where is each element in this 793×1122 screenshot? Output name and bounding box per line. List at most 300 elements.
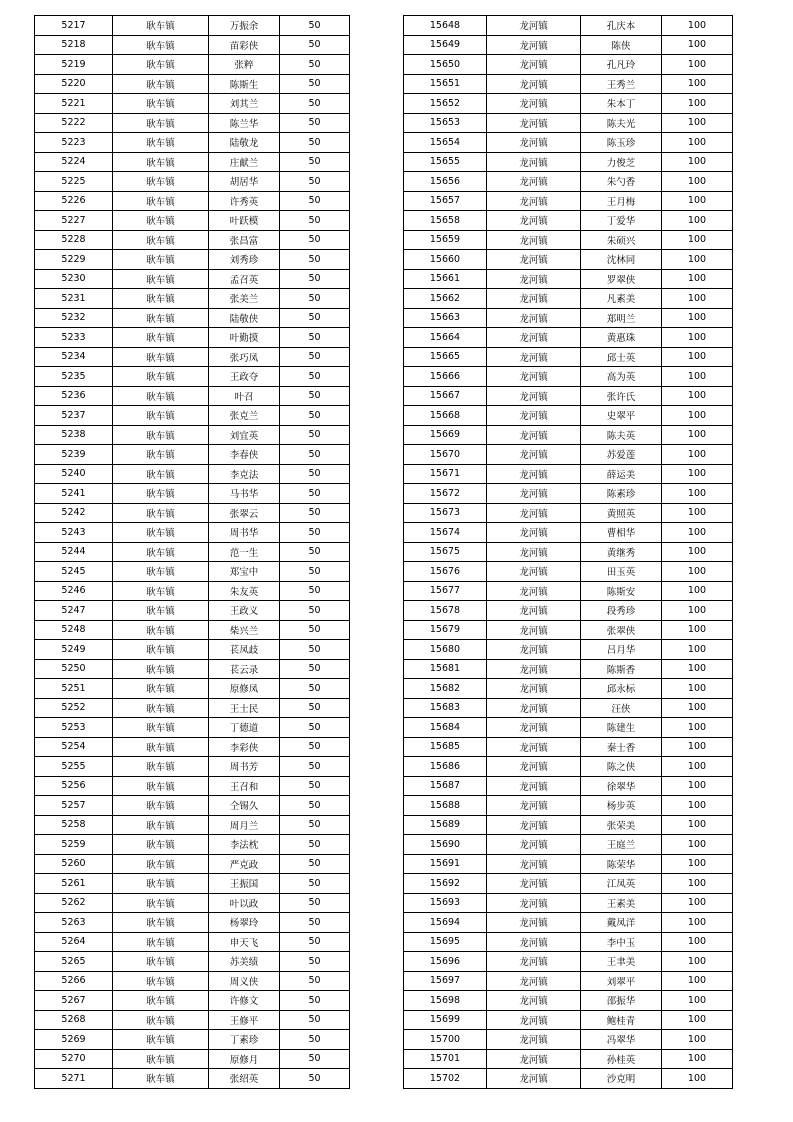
name-cell: 黄继秀	[581, 542, 662, 562]
serial-cell: 5232	[35, 308, 113, 328]
name-cell: 曹相华	[581, 523, 662, 543]
table-row	[404, 1069, 733, 1089]
serial-cell: 5218	[35, 35, 113, 55]
table-row	[35, 1049, 350, 1069]
table-row	[35, 445, 350, 465]
serial-cell: 15665	[404, 347, 487, 367]
table-row	[35, 1030, 350, 1050]
name-cell: 原修月	[209, 1049, 280, 1069]
table-row	[404, 601, 733, 621]
serial-cell: 15695	[404, 932, 487, 952]
name-cell: 庄献兰	[209, 152, 280, 172]
name-cell: 陈荣华	[581, 854, 662, 874]
amount-cell: 100	[662, 230, 733, 250]
serial-cell: 5267	[35, 991, 113, 1011]
serial-cell: 15702	[404, 1069, 487, 1089]
town-cell: 龙河镇	[487, 230, 581, 250]
name-cell: 胡居华	[209, 172, 280, 192]
name-cell: 张翠侠	[581, 620, 662, 640]
serial-cell: 15668	[404, 406, 487, 426]
town-cell: 龙河镇	[487, 328, 581, 348]
name-cell: 陈兰华	[209, 113, 280, 133]
name-cell: 范一生	[209, 542, 280, 562]
serial-cell: 15656	[404, 172, 487, 192]
town-cell: 耿车镇	[113, 133, 209, 153]
town-cell: 龙河镇	[487, 172, 581, 192]
serial-cell: 15687	[404, 776, 487, 796]
name-cell: 叶勤摸	[209, 328, 280, 348]
name-cell: 薛运美	[581, 464, 662, 484]
table-row	[35, 308, 350, 328]
town-cell: 龙河镇	[487, 835, 581, 855]
table-row	[404, 367, 733, 387]
town-cell: 耿车镇	[113, 152, 209, 172]
amount-cell: 50	[280, 484, 350, 504]
amount-cell: 50	[280, 620, 350, 640]
name-cell: 张巧凤	[209, 347, 280, 367]
table-row	[35, 113, 350, 133]
table-row	[35, 1010, 350, 1030]
amount-cell: 50	[280, 893, 350, 913]
table-row	[35, 601, 350, 621]
town-cell: 耿车镇	[113, 854, 209, 874]
serial-cell: 5234	[35, 347, 113, 367]
table-row	[35, 464, 350, 484]
name-cell: 王素美	[581, 893, 662, 913]
serial-cell: 5245	[35, 562, 113, 582]
table-row	[404, 718, 733, 738]
table-row	[404, 347, 733, 367]
town-cell: 龙河镇	[487, 1049, 581, 1069]
serial-cell: 15670	[404, 445, 487, 465]
serial-cell: 5243	[35, 523, 113, 543]
serial-cell: 15655	[404, 152, 487, 172]
left-roster-table	[34, 15, 350, 1089]
table-row	[35, 74, 350, 94]
amount-cell: 50	[280, 718, 350, 738]
amount-cell: 50	[280, 854, 350, 874]
table-row	[35, 640, 350, 660]
amount-cell: 50	[280, 250, 350, 270]
amount-cell: 100	[662, 971, 733, 991]
table-row	[35, 562, 350, 582]
name-cell: 孙桂英	[581, 1049, 662, 1069]
town-cell: 耿车镇	[113, 425, 209, 445]
table-row	[404, 854, 733, 874]
serial-cell: 15675	[404, 542, 487, 562]
serial-cell: 15678	[404, 601, 487, 621]
serial-cell: 5226	[35, 191, 113, 211]
name-cell: 丁德道	[209, 718, 280, 738]
town-cell: 龙河镇	[487, 523, 581, 543]
serial-cell: 5217	[35, 16, 113, 36]
amount-cell: 50	[280, 172, 350, 192]
amount-cell: 50	[280, 289, 350, 309]
amount-cell: 50	[280, 445, 350, 465]
serial-cell: 5220	[35, 74, 113, 94]
town-cell: 龙河镇	[487, 854, 581, 874]
serial-cell: 5265	[35, 952, 113, 972]
table-row	[404, 133, 733, 153]
table-row	[404, 835, 733, 855]
serial-cell: 15660	[404, 250, 487, 270]
table-row	[404, 484, 733, 504]
town-cell: 龙河镇	[487, 425, 581, 445]
amount-cell: 50	[280, 464, 350, 484]
serial-cell: 15674	[404, 523, 487, 543]
table-row	[35, 796, 350, 816]
amount-cell: 100	[662, 289, 733, 309]
town-cell: 耿车镇	[113, 757, 209, 777]
serial-cell: 15663	[404, 308, 487, 328]
table-row	[404, 932, 733, 952]
table-row	[35, 289, 350, 309]
town-cell: 龙河镇	[487, 74, 581, 94]
name-cell: 段秀珍	[581, 601, 662, 621]
town-cell: 龙河镇	[487, 94, 581, 114]
table-row	[404, 445, 733, 465]
serial-cell: 15653	[404, 113, 487, 133]
serial-cell: 5261	[35, 874, 113, 894]
town-cell: 龙河镇	[487, 55, 581, 75]
table-row	[404, 815, 733, 835]
table-row	[404, 1049, 733, 1069]
name-cell: 沙克明	[581, 1069, 662, 1089]
amount-cell: 50	[280, 367, 350, 387]
table-row	[404, 698, 733, 718]
name-cell: 王庭兰	[581, 835, 662, 855]
name-cell: 孔凡玲	[581, 55, 662, 75]
serial-cell: 15649	[404, 35, 487, 55]
serial-cell: 5244	[35, 542, 113, 562]
amount-cell: 50	[280, 776, 350, 796]
amount-cell: 100	[662, 55, 733, 75]
amount-cell: 100	[662, 484, 733, 504]
town-cell: 龙河镇	[487, 113, 581, 133]
table-row	[35, 581, 350, 601]
table-row	[404, 74, 733, 94]
town-cell: 龙河镇	[487, 347, 581, 367]
town-cell: 耿车镇	[113, 230, 209, 250]
name-cell: 严克政	[209, 854, 280, 874]
serial-cell: 5255	[35, 757, 113, 777]
name-cell: 王修平	[209, 1010, 280, 1030]
town-cell: 耿车镇	[113, 191, 209, 211]
table-row	[35, 815, 350, 835]
name-cell: 王士民	[209, 698, 280, 718]
amount-cell: 100	[662, 347, 733, 367]
serial-cell: 15659	[404, 230, 487, 250]
serial-cell: 15669	[404, 425, 487, 445]
town-cell: 耿车镇	[113, 35, 209, 55]
amount-cell: 50	[280, 913, 350, 933]
amount-cell: 100	[662, 1049, 733, 1069]
amount-cell: 50	[280, 503, 350, 523]
amount-cell: 50	[280, 952, 350, 972]
table-row	[35, 1069, 350, 1089]
amount-cell: 50	[280, 94, 350, 114]
amount-cell: 50	[280, 737, 350, 757]
name-cell: 陆敬侠	[209, 308, 280, 328]
serial-cell: 5222	[35, 113, 113, 133]
name-cell: 陈斯香	[581, 659, 662, 679]
name-cell: 许秀英	[209, 191, 280, 211]
amount-cell: 100	[662, 250, 733, 270]
amount-cell: 50	[280, 211, 350, 231]
name-cell: 邵振华	[581, 991, 662, 1011]
name-cell: 邱士英	[581, 347, 662, 367]
table-row	[35, 698, 350, 718]
amount-cell: 50	[280, 562, 350, 582]
serial-cell: 15699	[404, 1010, 487, 1030]
table-row	[404, 620, 733, 640]
town-cell: 龙河镇	[487, 133, 581, 153]
name-cell: 朱勺香	[581, 172, 662, 192]
town-cell: 耿车镇	[113, 464, 209, 484]
amount-cell: 50	[280, 1030, 350, 1050]
amount-cell: 100	[662, 406, 733, 426]
town-cell: 龙河镇	[487, 542, 581, 562]
name-cell: 陈建生	[581, 718, 662, 738]
name-cell: 孔庆本	[581, 16, 662, 36]
name-cell: 马书华	[209, 484, 280, 504]
serial-cell: 5238	[35, 425, 113, 445]
town-cell: 龙河镇	[487, 698, 581, 718]
town-cell: 龙河镇	[487, 308, 581, 328]
serial-cell: 5239	[35, 445, 113, 465]
town-cell: 耿车镇	[113, 562, 209, 582]
name-cell: 杨翠玲	[209, 913, 280, 933]
town-cell: 龙河镇	[487, 269, 581, 289]
town-cell: 龙河镇	[487, 796, 581, 816]
town-cell: 耿车镇	[113, 74, 209, 94]
table-row	[35, 172, 350, 192]
table-row	[404, 991, 733, 1011]
amount-cell: 50	[280, 55, 350, 75]
serial-cell: 15690	[404, 835, 487, 855]
table-row	[35, 269, 350, 289]
name-cell: 史翠平	[581, 406, 662, 426]
town-cell: 耿车镇	[113, 679, 209, 699]
serial-cell: 15673	[404, 503, 487, 523]
table-row	[35, 835, 350, 855]
town-cell: 耿车镇	[113, 386, 209, 406]
serial-cell: 15664	[404, 328, 487, 348]
town-cell: 龙河镇	[487, 191, 581, 211]
town-cell: 龙河镇	[487, 367, 581, 387]
name-cell: 李春侠	[209, 445, 280, 465]
serial-cell: 15700	[404, 1030, 487, 1050]
amount-cell: 50	[280, 386, 350, 406]
serial-cell: 15693	[404, 893, 487, 913]
amount-cell: 100	[662, 932, 733, 952]
name-cell: 江凤英	[581, 874, 662, 894]
town-cell: 龙河镇	[487, 932, 581, 952]
town-cell: 耿车镇	[113, 113, 209, 133]
table-row	[404, 425, 733, 445]
serial-cell: 5256	[35, 776, 113, 796]
serial-cell: 5233	[35, 328, 113, 348]
amount-cell: 50	[280, 1069, 350, 1089]
table-row	[404, 679, 733, 699]
table-row	[35, 620, 350, 640]
amount-cell: 50	[280, 406, 350, 426]
town-cell: 龙河镇	[487, 484, 581, 504]
name-cell: 黄惠珠	[581, 328, 662, 348]
serial-cell: 15671	[404, 464, 487, 484]
name-cell: 张克兰	[209, 406, 280, 426]
town-cell: 耿车镇	[113, 406, 209, 426]
amount-cell: 100	[662, 581, 733, 601]
table-row	[404, 971, 733, 991]
table-row	[404, 16, 733, 36]
serial-cell: 15657	[404, 191, 487, 211]
table-row	[35, 952, 350, 972]
amount-cell: 50	[280, 35, 350, 55]
name-cell: 张荣美	[581, 815, 662, 835]
town-cell: 龙河镇	[487, 679, 581, 699]
table-row	[35, 386, 350, 406]
town-cell: 耿车镇	[113, 289, 209, 309]
amount-cell: 50	[280, 991, 350, 1011]
town-cell: 耿车镇	[113, 503, 209, 523]
table-row	[404, 523, 733, 543]
serial-cell: 5229	[35, 250, 113, 270]
amount-cell: 100	[662, 562, 733, 582]
name-cell: 丁素珍	[209, 1030, 280, 1050]
serial-cell: 15691	[404, 854, 487, 874]
table-row	[404, 659, 733, 679]
town-cell: 龙河镇	[487, 601, 581, 621]
name-cell: 周书芳	[209, 757, 280, 777]
table-row	[35, 16, 350, 36]
table-row	[404, 35, 733, 55]
serial-cell: 5257	[35, 796, 113, 816]
amount-cell: 100	[662, 854, 733, 874]
amount-cell: 50	[280, 757, 350, 777]
town-cell: 耿车镇	[113, 484, 209, 504]
name-cell: 沈林同	[581, 250, 662, 270]
amount-cell: 50	[280, 230, 350, 250]
serial-cell: 15667	[404, 386, 487, 406]
name-cell: 张美兰	[209, 289, 280, 309]
amount-cell: 100	[662, 601, 733, 621]
amount-cell: 50	[280, 269, 350, 289]
town-cell: 耿车镇	[113, 913, 209, 933]
amount-cell: 50	[280, 874, 350, 894]
amount-cell: 100	[662, 659, 733, 679]
name-cell: 陈斯安	[581, 581, 662, 601]
amount-cell: 100	[662, 94, 733, 114]
table-row	[35, 230, 350, 250]
name-cell: 周月兰	[209, 815, 280, 835]
town-cell: 耿车镇	[113, 250, 209, 270]
table-row	[35, 854, 350, 874]
serial-cell: 15683	[404, 698, 487, 718]
amount-cell: 100	[662, 913, 733, 933]
table-row	[404, 152, 733, 172]
town-cell: 龙河镇	[487, 718, 581, 738]
town-cell: 龙河镇	[487, 620, 581, 640]
town-cell: 龙河镇	[487, 952, 581, 972]
amount-cell: 50	[280, 932, 350, 952]
town-cell: 耿车镇	[113, 581, 209, 601]
name-cell: 仝锡久	[209, 796, 280, 816]
right-roster-body	[404, 16, 733, 1089]
town-cell: 耿车镇	[113, 523, 209, 543]
town-cell: 龙河镇	[487, 386, 581, 406]
serial-cell: 5260	[35, 854, 113, 874]
table-row	[35, 406, 350, 426]
serial-cell: 15676	[404, 562, 487, 582]
town-cell: 耿车镇	[113, 94, 209, 114]
amount-cell: 100	[662, 1010, 733, 1030]
serial-cell: 5237	[35, 406, 113, 426]
amount-cell: 50	[280, 835, 350, 855]
name-cell: 陈侠	[581, 35, 662, 55]
amount-cell: 100	[662, 113, 733, 133]
town-cell: 耿车镇	[113, 328, 209, 348]
table-row	[404, 503, 733, 523]
name-cell: 郑明兰	[581, 308, 662, 328]
amount-cell: 50	[280, 1049, 350, 1069]
left-roster-body	[35, 16, 350, 1089]
serial-cell: 5250	[35, 659, 113, 679]
town-cell: 耿车镇	[113, 620, 209, 640]
amount-cell: 100	[662, 640, 733, 660]
serial-cell: 15654	[404, 133, 487, 153]
table-row	[35, 542, 350, 562]
name-cell: 王政义	[209, 601, 280, 621]
serial-cell: 15680	[404, 640, 487, 660]
serial-cell: 15662	[404, 289, 487, 309]
amount-cell: 100	[662, 425, 733, 445]
table-row	[404, 250, 733, 270]
name-cell: 刘宜英	[209, 425, 280, 445]
amount-cell: 50	[280, 74, 350, 94]
serial-cell: 15697	[404, 971, 487, 991]
amount-cell: 50	[280, 152, 350, 172]
amount-cell: 100	[662, 35, 733, 55]
town-cell: 龙河镇	[487, 991, 581, 1011]
amount-cell: 100	[662, 191, 733, 211]
name-cell: 郑宝中	[209, 562, 280, 582]
table-row	[35, 971, 350, 991]
table-row	[404, 172, 733, 192]
serial-cell: 5241	[35, 484, 113, 504]
name-cell: 鲍桂青	[581, 1010, 662, 1030]
name-cell: 冯翠华	[581, 1030, 662, 1050]
town-cell: 耿车镇	[113, 835, 209, 855]
table-row	[35, 211, 350, 231]
name-cell: 黄照英	[581, 503, 662, 523]
serial-cell: 5247	[35, 601, 113, 621]
table-row	[35, 757, 350, 777]
table-row	[35, 991, 350, 1011]
town-cell: 耿车镇	[113, 737, 209, 757]
name-cell: 李克法	[209, 464, 280, 484]
table-row	[404, 406, 733, 426]
serial-cell: 5270	[35, 1049, 113, 1069]
serial-cell: 5258	[35, 815, 113, 835]
table-row	[404, 952, 733, 972]
serial-cell: 5219	[35, 55, 113, 75]
town-cell: 龙河镇	[487, 913, 581, 933]
town-cell: 耿车镇	[113, 445, 209, 465]
town-cell: 耿车镇	[113, 347, 209, 367]
town-cell: 龙河镇	[487, 211, 581, 231]
town-cell: 龙河镇	[487, 16, 581, 36]
